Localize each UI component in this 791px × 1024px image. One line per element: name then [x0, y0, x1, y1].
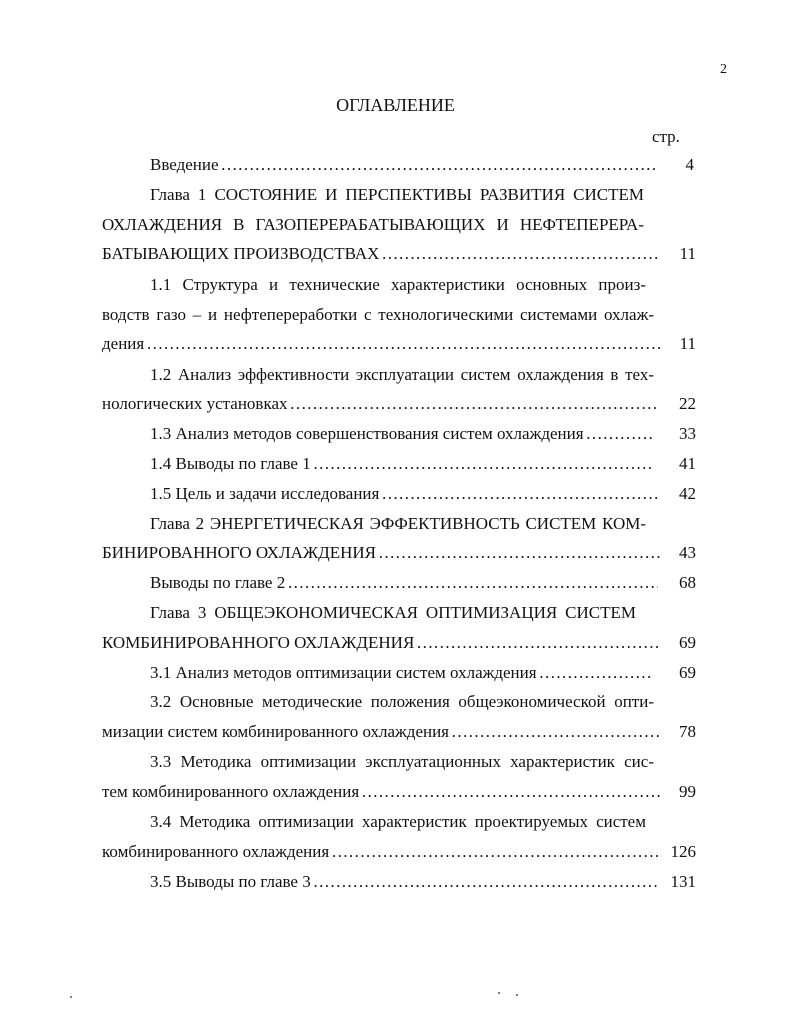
- toc-page-number: 33: [679, 424, 696, 443]
- toc-section-3-2-line1: 3.2 Основные методические положения общеэкономической опти-: [150, 692, 654, 711]
- toc-entry-text: нологических установках: [102, 394, 288, 413]
- toc-entry-text: КОМБИНИРОВАННОГО ОХЛАЖДЕНИЯ: [102, 633, 415, 652]
- toc-entry-text: Выводы по главе 2: [150, 573, 286, 592]
- toc-entry-text: БИНИРОВАННОГО ОХЛАЖДЕНИЯ: [102, 543, 376, 562]
- dot-leader: [378, 542, 660, 564]
- toc-section-1-4: [150, 453, 656, 475]
- toc-page-number: 126: [670, 842, 696, 861]
- toc-page-number: 43: [679, 543, 696, 562]
- toc-chapter-2-conclusions: [150, 572, 660, 594]
- toc-section-1-1-line3: [102, 333, 662, 355]
- toc-section-1-5: [150, 483, 660, 505]
- toc-section-3-2-line2: [102, 721, 662, 743]
- dot-leader: [313, 871, 658, 893]
- toc-chapter-2-line2: [102, 542, 662, 564]
- toc-entry-text: мизации систем комбинированного охлаждения: [102, 722, 450, 741]
- dot-leader: [287, 572, 658, 594]
- toc-section-3-3-line2: [102, 781, 662, 803]
- toc-section-3-4-line2: [102, 841, 664, 863]
- toc-section-3-1: [150, 662, 656, 684]
- toc-page-number: 4: [685, 155, 694, 174]
- toc-page-number: 11: [679, 334, 696, 353]
- toc-section-1-3: [150, 423, 656, 445]
- toc-chapter-1-line1: Глава 1 СОСТОЯНИЕ И ПЕРСПЕКТИВЫ РАЗВИТИЯ СИСТЕМ: [150, 185, 644, 204]
- toc-section-3-5: [150, 871, 660, 893]
- dot-leader: [361, 781, 660, 803]
- toc-entry-text: 3.1 Анализ методов оптимизации систем охлаждения: [150, 663, 537, 682]
- toc-section-3-3-line1: 3.3 Методика оптимизации эксплуатационных характеристик сис-: [150, 752, 654, 771]
- toc-page-number: 42: [679, 484, 696, 503]
- toc-section-1-1-line2: водств газо – и нефтепереработки с технологическими системами охлаж-: [102, 305, 654, 324]
- toc-entry-text: Введение: [150, 155, 219, 174]
- dot-leader: [586, 423, 654, 445]
- toc-entry-text: 1.5 Цель и задачи исследования: [150, 484, 380, 503]
- toc-chapter-3-line2: [102, 632, 662, 654]
- toc-entry-text: тем комбинированного охлаждения: [102, 782, 360, 801]
- scan-speck: [516, 994, 518, 996]
- toc-chapter-3-line1: Глава 3 ОБЩЕЭКОНОМИЧЕСКАЯ ОПТИМИЗАЦИЯ СИСТЕМ: [150, 603, 636, 622]
- dot-leader: [313, 453, 654, 475]
- toc-entry-text: комбинированного охлаждения: [102, 842, 330, 861]
- toc-page-number: 131: [670, 872, 696, 891]
- toc-chapter-1-line3: [102, 243, 662, 265]
- toc-page-number: 41: [679, 454, 696, 473]
- toc-entry-intro: [150, 154, 660, 176]
- toc-entry-text: 1.4 Выводы по главе 1: [150, 454, 311, 473]
- toc-entry-text: БАТЫВАЮЩИХ ПРОИЗВОДСТВАХ: [102, 244, 380, 263]
- dot-leader: [221, 154, 658, 176]
- dot-leader: [539, 662, 654, 684]
- toc-chapter-1-line2: ОХЛАЖДЕНИЯ В ГАЗОПЕРЕРАБАТЫВАЮЩИХ И НЕФТЕПЕРЕРА-: [102, 215, 644, 234]
- dot-leader: [146, 333, 660, 355]
- toc-section-1-2-line2: [102, 393, 658, 415]
- page-number: 2: [720, 62, 727, 77]
- toc-section-3-4-line1: 3.4 Методика оптимизации характеристик проектируемых систем: [150, 812, 646, 831]
- toc-page-number: 11: [679, 244, 696, 263]
- toc-section-1-1-line1: 1.1 Структура и технические характеристики основных произ-: [150, 275, 646, 294]
- toc-page-number: 69: [679, 633, 696, 652]
- pages-column-header: стр.: [652, 127, 680, 146]
- dot-leader: [381, 483, 658, 505]
- toc-page-number: 68: [679, 573, 696, 592]
- toc-entry-text: дения: [102, 334, 145, 353]
- dot-leader: [290, 393, 657, 415]
- toc-entry-text: 3.5 Выводы по главе 3: [150, 872, 311, 891]
- toc-page-number: 69: [679, 663, 696, 682]
- toc-section-1-2-line1: 1.2 Анализ эффективности эксплуатации систем охлаждения в тех-: [150, 365, 654, 384]
- toc-entry-text: 1.3 Анализ методов совершенствования систем охлаждения: [150, 424, 584, 443]
- dot-leader: [451, 721, 660, 743]
- scan-speck: [70, 996, 72, 998]
- toc-page-number: 78: [679, 722, 696, 741]
- dot-leader: [331, 841, 662, 863]
- dot-leader: [381, 243, 660, 265]
- toc-page-number: 99: [679, 782, 696, 801]
- toc-page-number: 22: [679, 394, 696, 413]
- scan-speck: [498, 992, 500, 994]
- toc-title: ОГЛАВЛЕНИЕ: [336, 95, 455, 115]
- toc-chapter-2-line1: Глава 2 ЭНЕРГЕТИЧЕСКАЯ ЭФФЕКТИВНОСТЬ СИСТЕМ КОМ-: [150, 514, 646, 533]
- dot-leader: [416, 632, 660, 654]
